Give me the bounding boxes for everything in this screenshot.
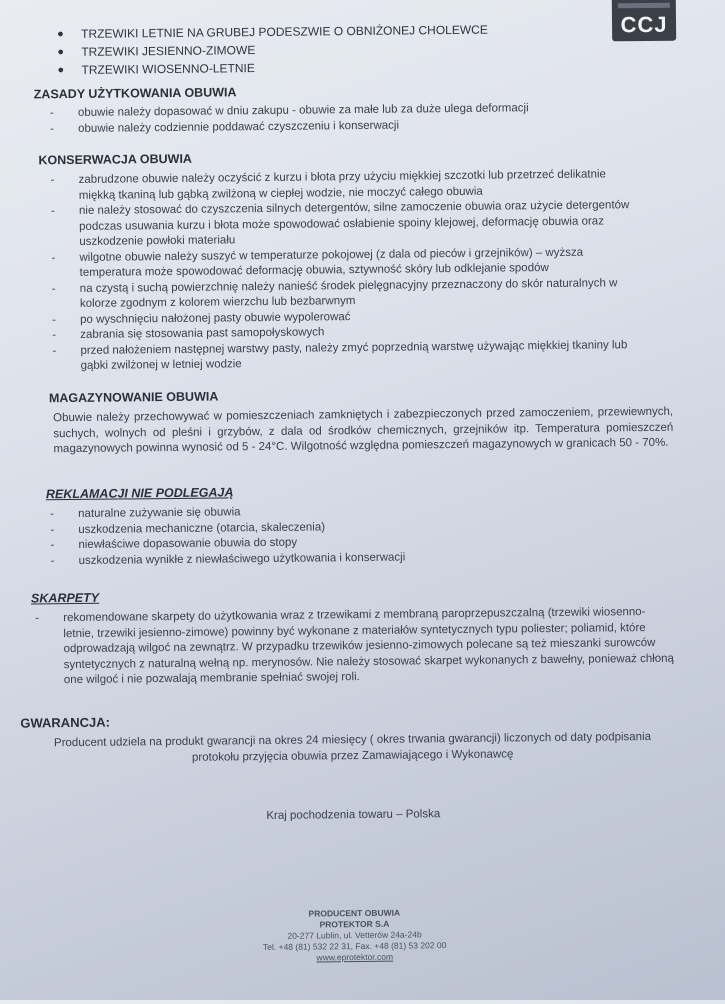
product-list — [57, 21, 488, 80]
logo-tagline-strip — [618, 3, 670, 9]
section-title-care: KONSERWACJA OBUWIA — [38, 151, 192, 168]
bullet-icon: ● — [57, 28, 64, 41]
socks-list — [35, 605, 676, 689]
dash-icon: - — [50, 122, 55, 135]
dash-icon: - — [50, 205, 55, 218]
logo-text: CCJ — [620, 11, 668, 38]
footer-address: 20-277 Lublin, ul. Vetterów 24a-24b — [287, 929, 422, 941]
usage-list — [50, 101, 550, 137]
footer-website-link[interactable]: www.eprotektor.com — [316, 951, 394, 963]
list-item: - na czystą i suchą powierzchnię należy nanieść środek pielęgnacyjny przeznaczony do skór naturalnych w kolorze zgodnym z kolorem wierzchu lub bezbarwnym — [52, 276, 642, 313]
list-item: - obuwie należy dopasować w dniu zakupu - obuwie za małe lub za duże ulega deformacji — [50, 101, 550, 122]
origin-line: Kraj pochodzenia towaru – Polska — [266, 808, 441, 822]
footer-label: PRODUCENT OBUWIA — [308, 907, 401, 919]
bullet-icon: ● — [57, 46, 65, 59]
section-title-warranty: GWARANCJA: — [20, 714, 110, 731]
dash-icon: - — [52, 329, 57, 342]
list-item: - przed nałożeniem następnej warstwy pasty, należy zmyć poprzednią warstwę używając miękkiej tkaniny lub gąbki zwilżonej w letniej wodzie — [52, 338, 642, 375]
section-title-complaints: REKLAMACJI NIE PODLEGAJĄ — [45, 485, 234, 502]
list-item: - naturalne zużywanie się obuwia — [50, 502, 550, 523]
list-item: - wilgotne obuwie należy suszyć w temperaturze pokojowej (z dala od pieców i grzejników) – wyższa temperatura może spowodować deformację obuwia, sztywność skóry lub odklejanie spodów — [51, 245, 641, 282]
dash-icon: - — [50, 554, 55, 567]
dash-icon: - — [52, 313, 57, 326]
list-item: - uszkodzenia wynikłe z niewłaściwego użytkowania i konserwacji — [51, 549, 551, 570]
footer-company: PROTEKTOR S.A — [319, 918, 390, 930]
complaints-list — [50, 502, 551, 569]
dash-icon: - — [52, 344, 57, 357]
dash-icon: - — [49, 107, 54, 120]
list-item: - zabrudzone obuwie należy oczyścić z kurzu i błota przy użyciu miękkiej szczotki lub przetrzeć delikatnie miękką tkaniną lub gąbką zwilżoną w ciepłej wodzie, nie moczyć całego obuwia — [51, 167, 641, 204]
dash-icon: - — [50, 523, 55, 536]
footer-phones: Tel. +48 (81) 532 22 31, Fax. +48 (81) 53 202 00 — [262, 940, 447, 953]
list-item: ● TRZEWIKI JESIENNO-ZIMOWE — [57, 39, 488, 62]
dash-icon: - — [51, 251, 56, 264]
dash-icon: - — [51, 282, 56, 295]
list-item: - zabrania się stosowania past samopołyskowych — [52, 322, 642, 344]
list-item: ● TRZEWIKI LETNIE NA GRUBEJ PODESZWIE O OBNIŻONEJ CHOLEWCE — [57, 21, 488, 44]
list-item: - rekomendowane skarpety do użytkowania wraz z trzewikami z membraną paroprzepuszczalną (trzewiki wiosenno-letnie, trzewiki jesienno-zimowe) powinny być wykonane z materiałów syntetycznych typu poliester; poliamid, które odprowadzają wilgoć na zewnątrz. W przypadku trzewików jesienno-zimowych polecane są też mieszanki surowców syntetycznych z naturalną wełną np. merynosów. Nie należy stosować skarpet wykonanych z bawełny, ponieważ chłoną one wilgoć i nie pozwalają membranie spełniać swojej roli. — [35, 605, 676, 689]
producer-footer — [224, 907, 485, 965]
list-item: - niewłaściwe dopasowanie obuwia do stopy — [50, 533, 550, 554]
section-title-socks: SKARPETY — [30, 590, 100, 606]
dash-icon: - — [35, 612, 40, 625]
list-item: - nie należy stosować do czyszczenia silnych detergentów, silne zamoczenie obuwia oraz użycie detergentów podczas usuwania kurzu i błota może spowodować osłabienie spoiny klejowej, deformację obuwia oraz uszkodzenie powłoki materiału — [51, 198, 641, 251]
dash-icon: - — [50, 539, 55, 552]
company-logo — [612, 0, 676, 41]
list-item: - obuwie należy codziennie poddawać czyszczeniu i konserwacji — [50, 116, 550, 137]
dash-icon: - — [50, 508, 55, 521]
warranty-paragraph: Producent udziela na produkt gwarancji na okres 24 miesięcy ( okres trwania gwarancji) liczonych od daty podpisania protokołu przyjęcia obuwia przez Zamawiającego i Wykonawcę — [53, 730, 652, 764]
section-title-usage: ZASADY UŻYTKOWANIA OBUWIA — [33, 85, 237, 102]
storage-paragraph: Obuwie należy przechowywać w pomieszczeniach zamkniętych i zabezpieczonych przed zamoczeniem, przewiewnych, suchych, wolnych od pleśni i grzybów, z dala od środków chemicznych, grzejników itp. Temperatura pomieszczeń magazynowych powinna wynosić od 5 - 24°C. Wilgotność względna pomieszczeń magazynowych w granicach 50 - 70%. — [53, 405, 674, 456]
section-title-storage: MAGAZYNOWANIE OBUWIA — [48, 389, 219, 406]
dash-icon: - — [50, 174, 55, 187]
care-list — [51, 167, 643, 375]
list-item: ● TRZEWIKI WIOSENNO-LETNIE — [57, 57, 488, 80]
bullet-icon: ● — [57, 64, 65, 77]
list-item: - po wyschnięciu nałożonej pasty obuwie wypolerować — [52, 307, 642, 329]
list-item: - uszkodzenia mechaniczne (otarcia, skaleczenia) — [50, 518, 550, 539]
